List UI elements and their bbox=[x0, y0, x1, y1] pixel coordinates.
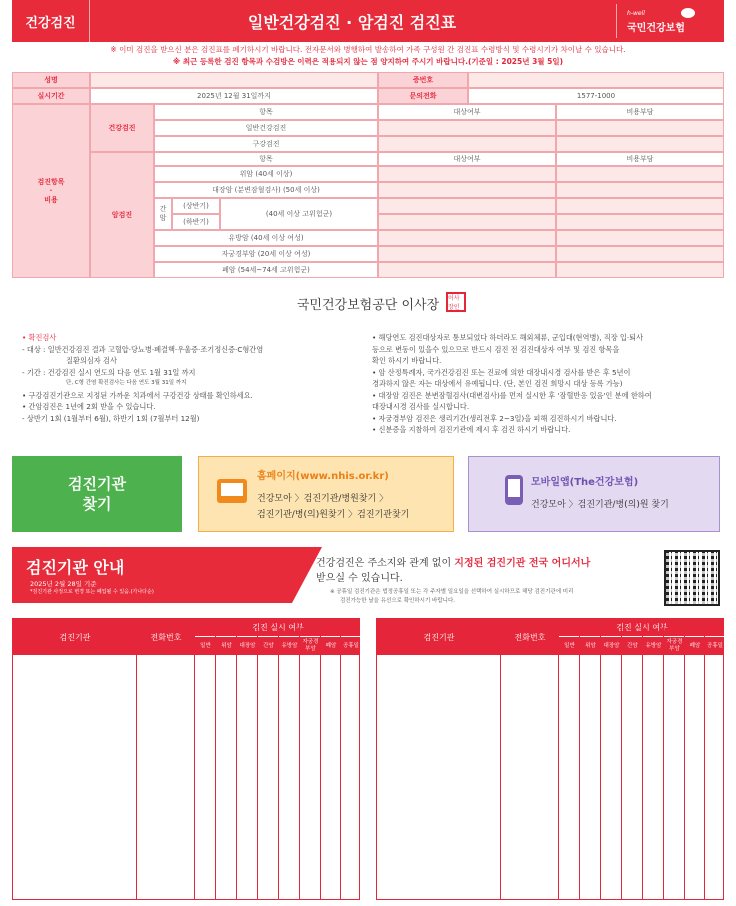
liver-group-label bbox=[154, 198, 172, 230]
sub-col: 일반 bbox=[564, 642, 575, 649]
info-right-line: • 해당연도 검진대상자로 통보되었다 하더라도 해외체류, 군입대(현역병), 직장 입·퇴사 bbox=[372, 333, 644, 342]
general-checkup-label: 건강검진 bbox=[90, 104, 154, 152]
info-right-line: • 신분증을 지참하여 검진기관에 제시 후 검진 하시기 바랍니다. bbox=[372, 425, 571, 434]
info-right-line: 등으로 변동이 있을수 있으므로 반드시 검진 전 검진대상자 여부 및 검진 항목을 bbox=[372, 344, 620, 354]
page-title: 일반건강검진 · 암검진 검진표 bbox=[247, 12, 457, 32]
cert-label: 증번호 bbox=[378, 72, 468, 88]
colon-target bbox=[378, 182, 556, 198]
general-row-cost bbox=[556, 120, 724, 136]
find-title-2: 찾기 bbox=[82, 495, 112, 513]
info-left-line: - 기간 : 건강검진 실시 연도의 다음 연도 1월 31일 까지 bbox=[22, 367, 196, 377]
phone-value: 1577-1000 bbox=[468, 88, 724, 104]
list-col bbox=[501, 619, 559, 899]
list-col bbox=[237, 619, 258, 899]
col-status: 검진 실시 여부 bbox=[195, 619, 361, 637]
mobile-app-box[interactable] bbox=[468, 456, 720, 532]
sub-col: 공휴일 bbox=[707, 642, 723, 649]
sub-col: 대장암 bbox=[239, 642, 256, 649]
app-path: 건강모아 〉검진기관/병(의)원 찾기 bbox=[531, 500, 669, 510]
list-col bbox=[195, 619, 216, 899]
sub-col: 일반 bbox=[200, 642, 211, 649]
oral-row: 구강검진 bbox=[154, 136, 378, 152]
list-col bbox=[377, 619, 501, 899]
info-right-line: 경과하지 않은 자는 대상에서 유예됩니다. (단, 본인 검진 희망시 대상 등록 가능) bbox=[372, 379, 623, 388]
cancer-col-cost: 비용부담 bbox=[556, 152, 724, 166]
oral-row-cost bbox=[556, 136, 724, 152]
phone-icon bbox=[505, 475, 523, 505]
col-institution: 검진기관 bbox=[59, 632, 91, 642]
notice-line-2: ※ 최근 등록한 검진 항목과 수검방은 이력은 적용되지 않는 점 양지하여 주시기 바랍니다.(기준일 : 2025년 3월 5일) bbox=[172, 57, 564, 66]
sub-col: 폐암 bbox=[325, 642, 337, 649]
stomach-row: 위암 (40세 이상) bbox=[154, 166, 378, 182]
breast-cost bbox=[556, 230, 724, 246]
list-col bbox=[216, 619, 237, 899]
sub-col: 위암 bbox=[585, 642, 596, 649]
liver-h2-target bbox=[378, 214, 556, 230]
website-path-2: 검진기관/병(의)원찾기 〉검진기관찾기 bbox=[257, 510, 410, 520]
logo-tagline: h-well bbox=[627, 10, 645, 17]
list-col bbox=[580, 619, 601, 899]
stomach-target bbox=[378, 166, 556, 182]
lung-target bbox=[378, 262, 556, 278]
official-seal-icon: 이사장인 bbox=[446, 292, 466, 312]
info-right bbox=[372, 332, 652, 436]
sub-col: 유방암 bbox=[281, 642, 298, 649]
sub-col: 간암 bbox=[627, 642, 638, 649]
qr-code-icon[interactable] bbox=[664, 550, 720, 606]
list-col bbox=[13, 619, 137, 899]
logo-mark-icon bbox=[681, 8, 695, 18]
guide-banner bbox=[12, 547, 292, 603]
ceo-signature: 국민건강보험공단 이사장 bbox=[296, 298, 440, 313]
guide-sub: *검진기관 사정으로 변경 또는 폐업될 수 있음.(가나다순) bbox=[30, 589, 154, 595]
list-col bbox=[137, 619, 195, 899]
items-label-2: · bbox=[49, 186, 53, 195]
nhis-logo bbox=[616, 4, 724, 38]
liver-h2-cost bbox=[556, 214, 724, 230]
list-col bbox=[622, 619, 643, 899]
cancer-col-item: 항목 bbox=[154, 152, 378, 166]
liver-h2: (하반기) bbox=[172, 214, 220, 230]
info-left-line: • 구강검진기관으로 지정된 가까운 치과에서 구강건강 상태를 확인하세요. bbox=[22, 390, 253, 400]
guide-note-2: 검진가능한 날을 유선으로 확인하시기 바랍니다. bbox=[340, 598, 456, 604]
col-phone: 전화번호 bbox=[514, 632, 546, 642]
liver-group-1: 간 bbox=[159, 205, 167, 213]
guide-note-1: ※ 공휴일 검진기관은 법정공휴일 또는 각 주자별 일요일을 선택하여 실시하므로 해당 검진기관에 미리 bbox=[330, 589, 574, 595]
header-category: 건강검진 bbox=[12, 0, 90, 42]
info-left-line: • 간암검진은 1년에 2회 받을 수 있습니다. bbox=[22, 402, 156, 411]
checkup-form-table bbox=[12, 72, 724, 278]
list-col bbox=[601, 619, 622, 899]
cert-value bbox=[468, 72, 724, 88]
find-title-1: 검진기관 bbox=[68, 475, 126, 493]
cancer-col-target: 대상여부 bbox=[378, 152, 556, 166]
period-label: 실시기간 bbox=[12, 88, 90, 104]
liver-group-2: 암 bbox=[159, 214, 167, 222]
guide-text-2: 받으실 수 있습니다. bbox=[316, 573, 403, 584]
info-left-line: 질환의심자 검사 bbox=[66, 356, 117, 365]
institution-list-left bbox=[12, 618, 360, 900]
liver-h1-target bbox=[378, 198, 556, 214]
stomach-cost bbox=[556, 166, 724, 182]
lung-row: 폐암 (54세~74세 고위험군) bbox=[154, 262, 378, 278]
guide-text bbox=[316, 556, 590, 586]
sub-col: 자궁경부암 bbox=[666, 639, 683, 652]
general-row-target bbox=[378, 120, 556, 136]
general-col-cost: 비용부담 bbox=[556, 104, 724, 120]
guide-text-a: 건강검진은 주소지와 관계 없이 bbox=[316, 558, 455, 569]
info-right-line: • 자궁경부암 검진은 생리기간(생리전후 2~3일)을 피해 검진하시기 바랍니다. bbox=[372, 413, 617, 423]
cervical-row: 자궁경부암 (20세 이상 여성) bbox=[154, 246, 378, 262]
sub-col: 위암 bbox=[221, 642, 232, 649]
sub-col: 공휴일 bbox=[343, 642, 359, 649]
sub-col: 대장암 bbox=[603, 642, 620, 649]
cervical-cost bbox=[556, 246, 724, 262]
find-institution-box bbox=[12, 456, 182, 532]
list-col bbox=[300, 619, 321, 899]
name-value bbox=[90, 72, 378, 88]
notice bbox=[12, 44, 724, 68]
institution-list-right bbox=[376, 618, 724, 900]
list-col bbox=[664, 619, 685, 899]
name-label: 성명 bbox=[12, 72, 90, 88]
cervical-target bbox=[378, 246, 556, 262]
notice-line-1: ※ 이미 검진을 받으신 분은 검진표를 폐기하시기 바랍니다. 전자문서와 병행하여 발송하여 가족 구성원 간 검진표 수령방식 및 수령시기가 차이날 수 있습니다. bbox=[110, 45, 626, 54]
logo-name: 국민건강보험 bbox=[627, 23, 685, 34]
header-bar bbox=[12, 0, 724, 42]
liver-condition: (40세 이상 고위험군) bbox=[220, 198, 378, 230]
info-right-line: 대장내시경 검사를 실시합니다. bbox=[372, 402, 470, 411]
items-label-3: 비용 bbox=[44, 195, 58, 204]
info-right-line: 확인 하시기 바랍니다. bbox=[372, 356, 442, 365]
guide-note bbox=[330, 588, 573, 606]
list-col bbox=[559, 619, 580, 899]
monitor-icon bbox=[217, 479, 247, 503]
colon-cost bbox=[556, 182, 724, 198]
list-col bbox=[643, 619, 664, 899]
items-label-1: 검진항목 bbox=[37, 177, 65, 186]
general-row: 일반건강검진 bbox=[154, 120, 378, 136]
items-cost-label bbox=[12, 104, 90, 278]
general-col-target: 대상여부 bbox=[378, 104, 556, 120]
breast-row: 유방암 (40세 이상 여성) bbox=[154, 230, 378, 246]
website-path-1: 건강모아 〉검진기관/병원찾기 〉 bbox=[257, 494, 389, 504]
sub-col: 유방암 bbox=[645, 642, 662, 649]
col-phone: 전화번호 bbox=[150, 632, 182, 642]
info-right-line: • 대장암 검진은 분변잠혈검사(대변검사)를 먼저 실시한 후 '잠혈반응 있음'인 분에 한하여 bbox=[372, 390, 652, 400]
liver-h1-cost bbox=[556, 198, 724, 214]
info-left-line: - 상반기 1회 (1월부터 6월), 하반기 1회 (7월부터 12월) bbox=[22, 413, 200, 423]
sub-col: 폐암 bbox=[689, 642, 701, 649]
period-value: 2025년 12월 31일까지 bbox=[90, 88, 378, 104]
info-left-line: • 확진검사 bbox=[22, 333, 57, 342]
phone-label: 문의전화 bbox=[378, 88, 468, 104]
website-box[interactable] bbox=[198, 456, 454, 532]
col-institution: 검진기관 bbox=[423, 632, 455, 642]
cancer-checkup-label: 암검진 bbox=[90, 152, 154, 278]
oral-row-target bbox=[378, 136, 556, 152]
app-head[interactable]: 모바일앱(The건강보험) bbox=[531, 477, 639, 488]
sub-col: 자궁경부암 bbox=[302, 639, 319, 652]
info-left bbox=[22, 332, 263, 424]
colon-row: 대장암 (분변잠혈검사) (50세 이상) bbox=[154, 182, 378, 198]
lung-cost bbox=[556, 262, 724, 278]
guide-title: 검진기관 안내 bbox=[26, 558, 125, 577]
general-col-item: 항목 bbox=[154, 104, 378, 120]
info-right-line: • 암 산정특례자, 국가건강검진 또는 진료에 의한 대장내시경 검사를 받은 후 5년이 bbox=[372, 367, 631, 377]
liver-h1: (상반기) bbox=[172, 198, 220, 214]
info-left-line: - 대상 : 일반건강검진 결과 고혈압·당뇨병·폐결핵·우울증·조기정신증·C형간염 bbox=[22, 344, 264, 354]
guide-date: 2025년 2월 28일 기준 bbox=[30, 580, 97, 588]
info-left-line: 단, C형 간염 확진검사는 다음 연도 3월 31일 까지 bbox=[66, 380, 187, 386]
list-col bbox=[321, 619, 341, 899]
website-head[interactable]: 홈페이지(www.nhis.or.kr) bbox=[257, 471, 389, 482]
guide-text-b: 지정된 검진기관 전국 어디서나 bbox=[454, 558, 591, 569]
list-col bbox=[258, 619, 279, 899]
sub-col: 간암 bbox=[263, 642, 274, 649]
list-col bbox=[685, 619, 705, 899]
col-status: 검진 실시 여부 bbox=[559, 619, 725, 637]
list-col bbox=[279, 619, 300, 899]
breast-target bbox=[378, 230, 556, 246]
